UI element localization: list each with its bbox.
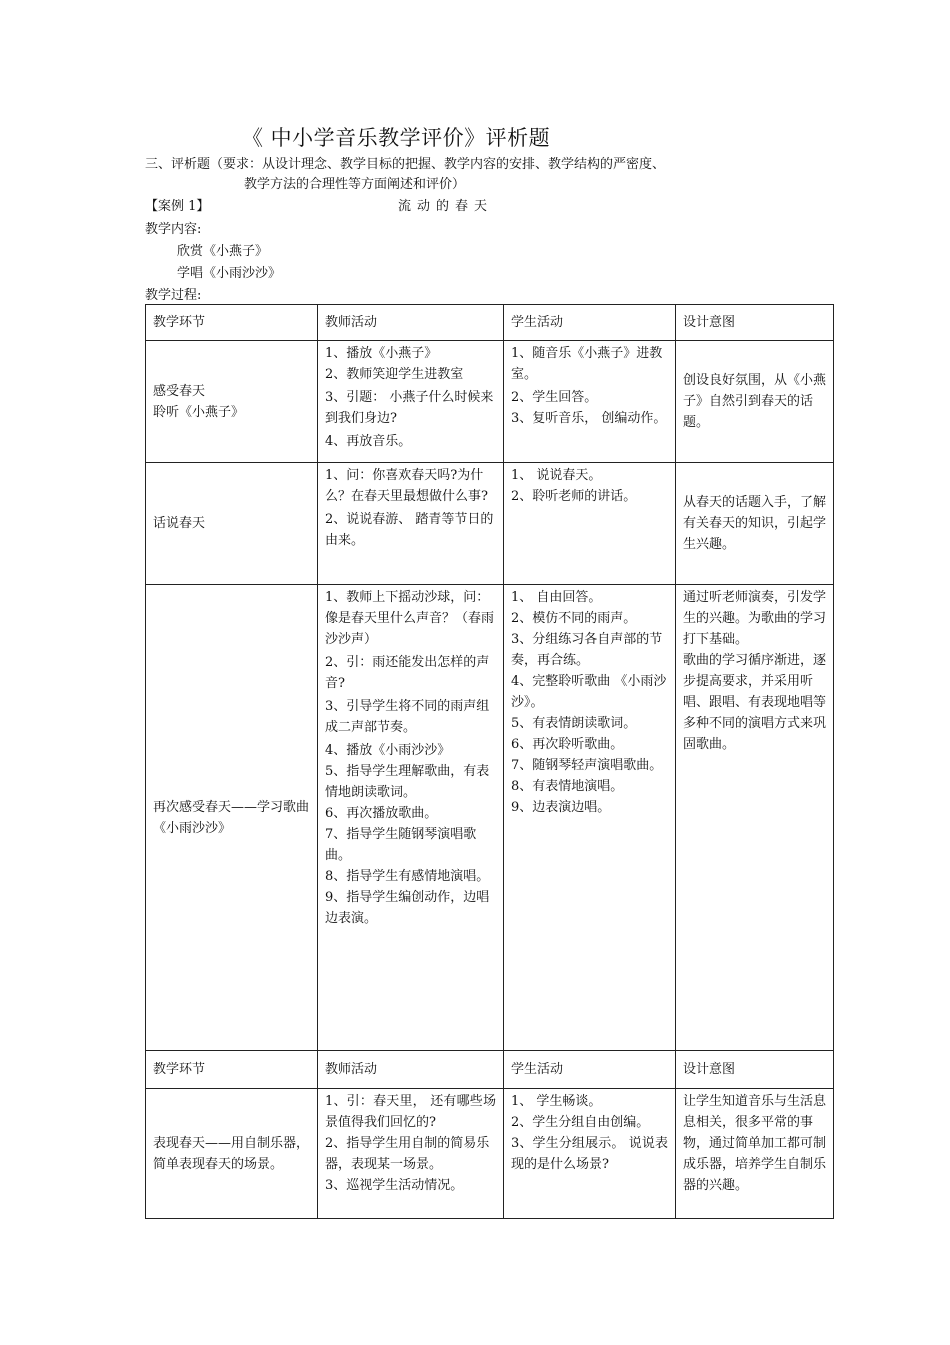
teacher-step: 7、指导学生随钢琴演唱歌曲。 xyxy=(325,827,477,863)
teacher-step: 4、播放《小雨沙沙》 xyxy=(325,743,451,758)
student-step: 2、学生回答。 xyxy=(511,390,598,405)
teacher-step: 9、指导学生编创动作，边唱边表演。 xyxy=(325,890,490,926)
student-cell xyxy=(504,585,676,1051)
intent-text: 通过听老师演奏，引发学生的兴趣。为歌曲的学习打下基础。 xyxy=(683,590,827,647)
teacher-step: 2、说说春游、 踏青等节日的由来。 xyxy=(325,512,494,548)
student-step: 1、 学生畅谈。 xyxy=(511,1094,602,1109)
lesson-table xyxy=(145,304,834,1219)
table-row xyxy=(146,585,834,1051)
process-label: 教学过程: xyxy=(145,288,202,303)
teacher-cell xyxy=(318,585,504,1051)
student-step: 2、学生分组自由创编。 xyxy=(511,1115,650,1130)
stage-cell xyxy=(146,463,318,585)
stage-cell xyxy=(146,585,318,1051)
content-label: 教学内容: xyxy=(145,222,202,237)
header-intent: 设计意图 xyxy=(676,305,834,341)
student-step: 7、随钢琴轻声演唱歌曲。 xyxy=(511,758,663,773)
stage-cell xyxy=(146,1089,318,1219)
requirement-line-1: 三、评析题（要求：从设计理念、教学目标的把握、教学内容的安排、教学结构的严密度、 xyxy=(145,157,666,172)
student-step: 2、模仿不同的雨声。 xyxy=(511,611,637,626)
teacher-step: 4、再放音乐。 xyxy=(325,434,412,449)
student-cell xyxy=(504,1089,676,1219)
header-student: 学生活动 xyxy=(504,305,676,341)
case-title: 流动的春天 xyxy=(398,199,494,214)
table-header-row xyxy=(146,1051,834,1089)
student-step: 8、有表情地演唱。 xyxy=(511,779,624,794)
teacher-step: 1、引：春天里， 还有哪些场景值得我们回忆的? xyxy=(325,1094,496,1130)
teacher-cell xyxy=(318,341,504,463)
requirement-line-2: 教学方法的合理性等方面阐述和评价） xyxy=(244,177,466,192)
intent-cell xyxy=(676,463,834,585)
student-step: 1、 自由回答。 xyxy=(511,590,602,605)
teacher-step: 2、教师笑迎学生进教室 xyxy=(325,367,464,382)
stage-text: 话说春天 xyxy=(153,516,206,531)
teacher-step: 3、引导学生将不同的雨声组成二声部节奏。 xyxy=(325,699,490,735)
case-label: 【案例 1】 xyxy=(145,199,210,214)
content-item: 欣赏《小燕子》 xyxy=(177,244,269,259)
header-stage: 教学环节 xyxy=(146,1051,318,1089)
teacher-step: 3、巡视学生活动情况。 xyxy=(325,1178,464,1193)
document-title: 《 中小学音乐教学评价》评析题 xyxy=(242,126,551,150)
intent-cell xyxy=(676,1089,834,1219)
header-teacher: 教师活动 xyxy=(318,305,504,341)
student-step: 4、完整聆听歌曲 《小雨沙沙》。 xyxy=(511,674,667,710)
teacher-step: 1、播放《小燕子》 xyxy=(325,346,438,361)
table-row xyxy=(146,463,834,585)
intent-text: 从春天的话题入手，了解有关春天的知识，引起学生兴趣。 xyxy=(683,495,827,552)
content-item: 学唱《小雨沙沙》 xyxy=(177,266,282,281)
teacher-step: 2、引：雨还能发出怎样的声音? xyxy=(325,655,490,691)
student-step: 3、分组练习各自声部的节奏，再合练。 xyxy=(511,632,663,668)
header-intent: 设计意图 xyxy=(676,1051,834,1089)
intent-text: 歌曲的学习循序渐进，逐步提高要求，并采用听唱、跟唱、有表现地唱等多种不同的演唱方式来巩固歌曲。 xyxy=(683,653,827,752)
teacher-step: 1、问：你喜欢春天吗?为什么？在春天里最想做什么事? xyxy=(325,468,488,504)
teacher-step: 2、指导学生用自制的简易乐器，表现某一场景。 xyxy=(325,1136,490,1172)
student-step: 3、复听音乐， 创编动作。 xyxy=(511,411,667,426)
student-cell xyxy=(504,341,676,463)
teacher-step: 5、指导学生理解歌曲，有表情地朗读歌词。 xyxy=(325,764,490,800)
stage-text: 再次感受春天——学习歌曲《小雨沙沙》 xyxy=(153,799,310,836)
student-step: 1、 说说春天。 xyxy=(511,468,602,483)
table-header-row xyxy=(146,305,834,341)
teacher-step: 1、教师上下摇动沙球，问：像是春天里什么声音？（春雨沙沙声） xyxy=(325,590,495,647)
stage-text: 感受春天 xyxy=(153,383,206,399)
header-stage: 教学环节 xyxy=(146,305,318,341)
teacher-cell xyxy=(318,463,504,585)
stage-cell xyxy=(146,341,318,463)
intent-cell xyxy=(676,341,834,463)
intent-cell xyxy=(676,585,834,1051)
teacher-step: 8、指导学生有感情地演唱。 xyxy=(325,869,490,884)
table-row xyxy=(146,341,834,463)
intent-text: 让学生知道音乐与生活息息相关，很多平常的事物，通过简单加工都可制成乐器，培养学生自制乐器的兴趣。 xyxy=(683,1094,827,1193)
student-step: 9、边表演边唱。 xyxy=(511,800,611,815)
student-step: 3、学生分组展示。 说说表现的是什么场景? xyxy=(511,1136,668,1172)
student-step: 1、随音乐《小燕子》进教室。 xyxy=(511,346,663,382)
teacher-step: 6、再次播放歌曲。 xyxy=(325,806,438,821)
table-row xyxy=(146,1089,834,1219)
stage-text: 聆听《小燕子》 xyxy=(153,404,245,420)
header-teacher: 教师活动 xyxy=(318,1051,504,1089)
student-step: 5、有表情朗读歌词。 xyxy=(511,716,637,731)
student-step: 2、聆听老师的讲话。 xyxy=(511,489,637,504)
teacher-step: 3、引题： 小燕子什么时候来到我们身边? xyxy=(325,390,494,426)
intent-text: 创设良好氛围，从《小燕子》自然引到春天的话题。 xyxy=(683,373,827,430)
header-student: 学生活动 xyxy=(504,1051,676,1089)
student-step: 6、再次聆听歌曲。 xyxy=(511,737,624,752)
teacher-cell xyxy=(318,1089,504,1219)
stage-text: 表现春天——用自制乐器，简单表现春天的场景。 xyxy=(153,1135,310,1172)
student-cell xyxy=(504,463,676,585)
